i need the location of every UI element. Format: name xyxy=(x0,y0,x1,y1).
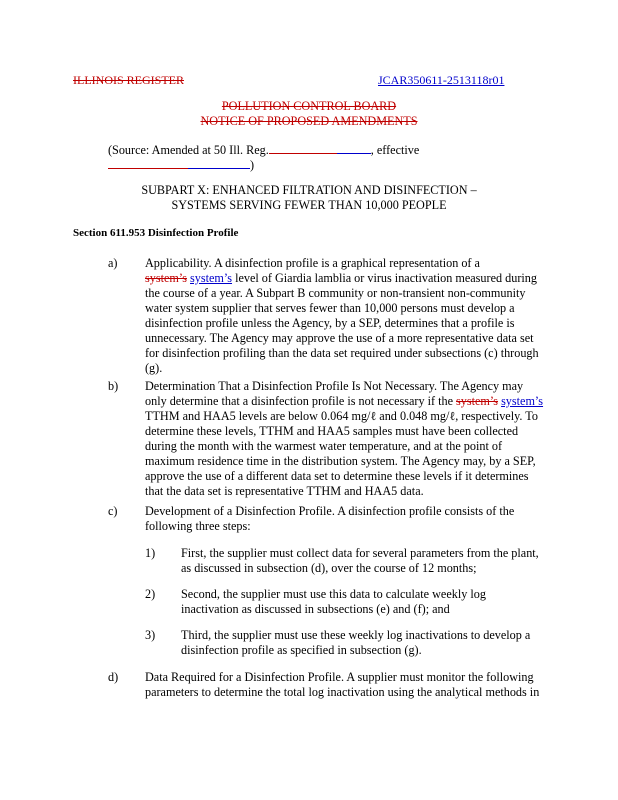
item-c-line: Development of a Disinfection Profile. A disinfection profile consists of the xyxy=(145,504,515,518)
effective-blank-2 xyxy=(188,157,250,169)
item-a-line: (g). xyxy=(145,361,163,375)
subitem-3-text xyxy=(181,628,591,658)
subitem-line: First, the supplier must collect data for several parameters from the plant, xyxy=(181,546,539,560)
deleted-text: system’s xyxy=(145,271,187,285)
item-a-line: unnecessary. The Agency may approve the use of a more representative data set xyxy=(145,331,534,345)
subpart-line-2: SYSTEMS SERVING FEWER THAN 10,000 PEOPLE xyxy=(171,198,447,212)
subitem-line: inactivation as discussed in subsections (e) and (f); and xyxy=(181,602,450,616)
subitem-1-text xyxy=(181,546,591,576)
item-a-line: for disinfection profiling than the data set required under subsections (c) through xyxy=(145,346,539,360)
subitem-line: Second, the supplier must use this data to calculate weekly log xyxy=(181,587,486,601)
inserted-text: system’s xyxy=(501,394,544,408)
item-d-label: d) xyxy=(108,670,119,684)
subpart-line-1: SUBPART X: ENHANCED FILTRATION AND DISINFECTION – xyxy=(141,183,477,197)
item-b-text xyxy=(145,379,590,499)
subitem-3-label: 3) xyxy=(145,628,156,642)
item-b-fragment: only determine that a disinfection profile is not necessary if the xyxy=(145,394,453,408)
subitem-2-label: 2) xyxy=(145,587,156,601)
item-b-line: approve the use of a different data set to determine these levels if it determines xyxy=(145,469,529,483)
jcar-code: JCAR350611-2513118r01 xyxy=(378,73,505,87)
item-c-label: c) xyxy=(108,504,118,518)
source-line xyxy=(108,142,419,158)
source-line-2 xyxy=(108,157,254,173)
deleted-text: system’s xyxy=(456,394,499,408)
subitem-line: as discussed in subsection (d), over the course of 12 months; xyxy=(181,561,477,575)
source-effective: , effective xyxy=(370,143,420,157)
item-b-line: TTHM and HAA5 levels are below 0.064 mg/ℓ and 0.048 mg/ℓ, respectively. To xyxy=(145,409,538,423)
item-a-label: a) xyxy=(108,256,118,270)
subitem-1-label: 1) xyxy=(145,546,156,560)
item-a-line: water system supplier that serves fewer than 10,000 persons must develop a xyxy=(145,301,515,315)
source-text: (Source: Amended at 50 Ill. Reg. xyxy=(108,143,269,157)
register-header: ILLINOIS REGISTER xyxy=(73,73,184,87)
item-d-text xyxy=(145,670,590,700)
item-a-text xyxy=(145,256,590,376)
source-close: ) xyxy=(250,158,255,172)
item-d-line: Data Required for a Disinfection Profile. A supplier must monitor the following xyxy=(145,670,534,684)
item-a-fragment: level of Giardia lamblia or virus inactivation measured during xyxy=(232,271,537,285)
register-blank xyxy=(269,142,337,154)
item-a-line xyxy=(145,271,590,286)
item-a-line: Applicability. A disinfection profile is a graphical representation of a xyxy=(145,256,480,270)
item-b-line xyxy=(145,394,590,409)
item-b-line: determine these levels, TTHM and HAA5 samples must have been collected xyxy=(145,424,519,438)
inserted-text: system’s xyxy=(190,271,233,285)
board-title: POLLUTION CONTROL BOARD xyxy=(221,99,397,113)
item-c-line: following three steps: xyxy=(145,519,251,533)
register-blank-2 xyxy=(337,142,371,154)
item-a-line: disinfection profile unless the Agency, by a SEP, determines that a profile is xyxy=(145,316,515,330)
subitem-line: disinfection profile as specified in subsection (g). xyxy=(181,643,422,657)
notice-title: NOTICE OF PROPOSED AMENDMENTS xyxy=(200,114,418,128)
item-c-text xyxy=(145,504,590,534)
subitem-2-text xyxy=(181,587,591,617)
item-d-line: parameters to determine the total log inactivation using the analytical methods in xyxy=(145,685,540,699)
item-b-label: b) xyxy=(108,379,119,393)
item-b-line: Determination That a Disinfection Profile Is Not Necessary. The Agency may xyxy=(145,379,524,393)
subitem-line: Third, the supplier must use these weekly log inactivations to develop a xyxy=(181,628,531,642)
item-b-line: during the month with the warmest water temperature, and at the point of xyxy=(145,439,503,453)
section-heading: Section 611.953 Disinfection Profile xyxy=(73,227,239,239)
effective-blank xyxy=(108,157,188,169)
item-b-line: that the data set is representative TTHM and HAA5 data. xyxy=(145,484,424,498)
item-b-line: maximum residence time in the distribution system. The Agency may, by a SEP, xyxy=(145,454,536,468)
item-a-line: the course of a year. A Subpart B community or non-transient non-community xyxy=(145,286,526,300)
